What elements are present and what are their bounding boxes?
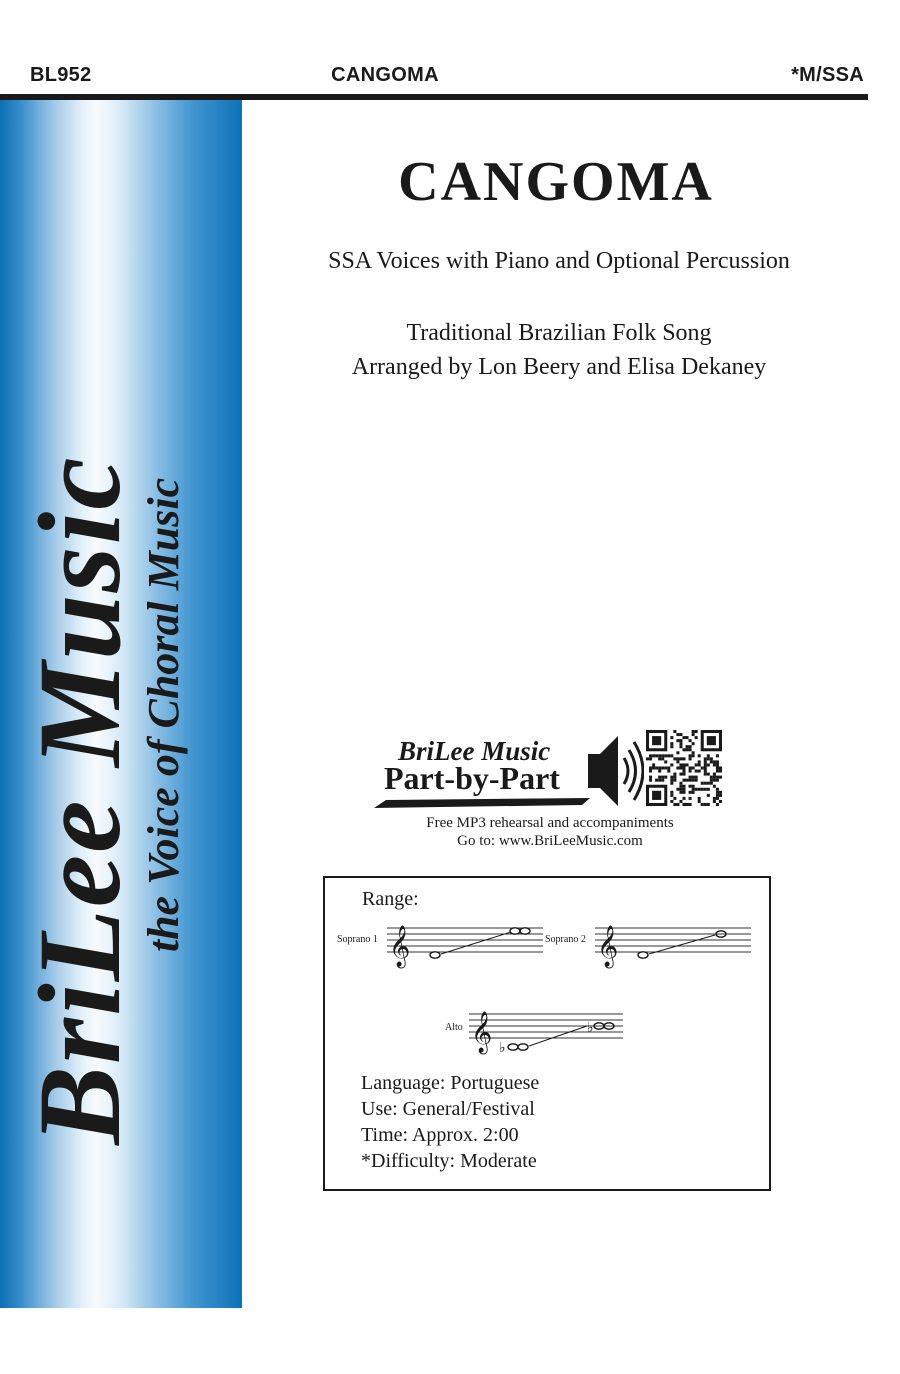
treble-clef-icon: 𝄞: [389, 926, 411, 967]
staff-soprano-1: [387, 914, 547, 974]
voicing-code: *M/SSA: [791, 64, 864, 86]
credit-source: Traditional Brazilian Folk Song: [406, 320, 712, 346]
range-high-note-2: [520, 928, 530, 934]
pbp-label: Part-by-Part: [384, 760, 560, 796]
staff-soprano-2: [595, 914, 755, 974]
treble-clef-icon: 𝄞: [597, 926, 619, 967]
brand-tagline: the Voice of Choral Music: [139, 477, 188, 953]
info-time: Time: Approx. 2:00: [361, 1124, 519, 1146]
range-low-note: [508, 1044, 518, 1050]
page-header: [0, 0, 900, 100]
pbp-underline: [374, 798, 594, 810]
flat-icon: ♭: [587, 1020, 594, 1036]
treble-clef-icon: 𝄞: [471, 1012, 493, 1053]
staff-alto: [469, 1000, 629, 1064]
range-low-note: [430, 952, 440, 958]
header-title: CANGOMA: [331, 64, 439, 86]
info-difficulty: *Difficulty: Moderate: [361, 1150, 537, 1172]
voice-label-alto: Alto: [445, 1022, 463, 1033]
flat-icon: ♭: [499, 1040, 506, 1056]
range-label: Range:: [362, 888, 419, 910]
song-title: CANGOMA: [398, 151, 714, 213]
range-glissando: [649, 935, 715, 954]
pbp-go-text: Go to: www.BriLeeMusic.com: [457, 833, 643, 849]
brand-rotated-group: [14, 350, 221, 1250]
brand-sidebar: [0, 100, 242, 1308]
voice-label-soprano-1: Soprano 1: [337, 934, 378, 945]
range-low-note-2: [518, 1044, 528, 1050]
info-box: [323, 876, 771, 1191]
brand-name: BriLee Music: [14, 455, 145, 1145]
pbp-brand: BriLee Music: [398, 736, 551, 766]
speaker-icon: [584, 728, 644, 812]
info-use: Use: General/Festival: [361, 1098, 535, 1120]
voice-label-soprano-2: Soprano 2: [545, 934, 586, 945]
voicing-subtitle: SSA Voices with Piano and Optional Percussion: [328, 248, 790, 274]
range-low-note: [638, 952, 648, 958]
range-glissando: [441, 932, 511, 954]
range-glissando: [529, 1026, 587, 1046]
pbp-free-text: Free MP3 rehearsal and accompaniments: [426, 815, 674, 831]
catalog-number: BL952: [30, 64, 92, 86]
range-high-note: [510, 928, 520, 934]
credit-arranger: Arranged by Lon Beery and Elisa Dekaney: [351, 354, 767, 380]
info-language: Language: Portuguese: [361, 1072, 540, 1094]
qr-code-icon: [646, 730, 722, 806]
